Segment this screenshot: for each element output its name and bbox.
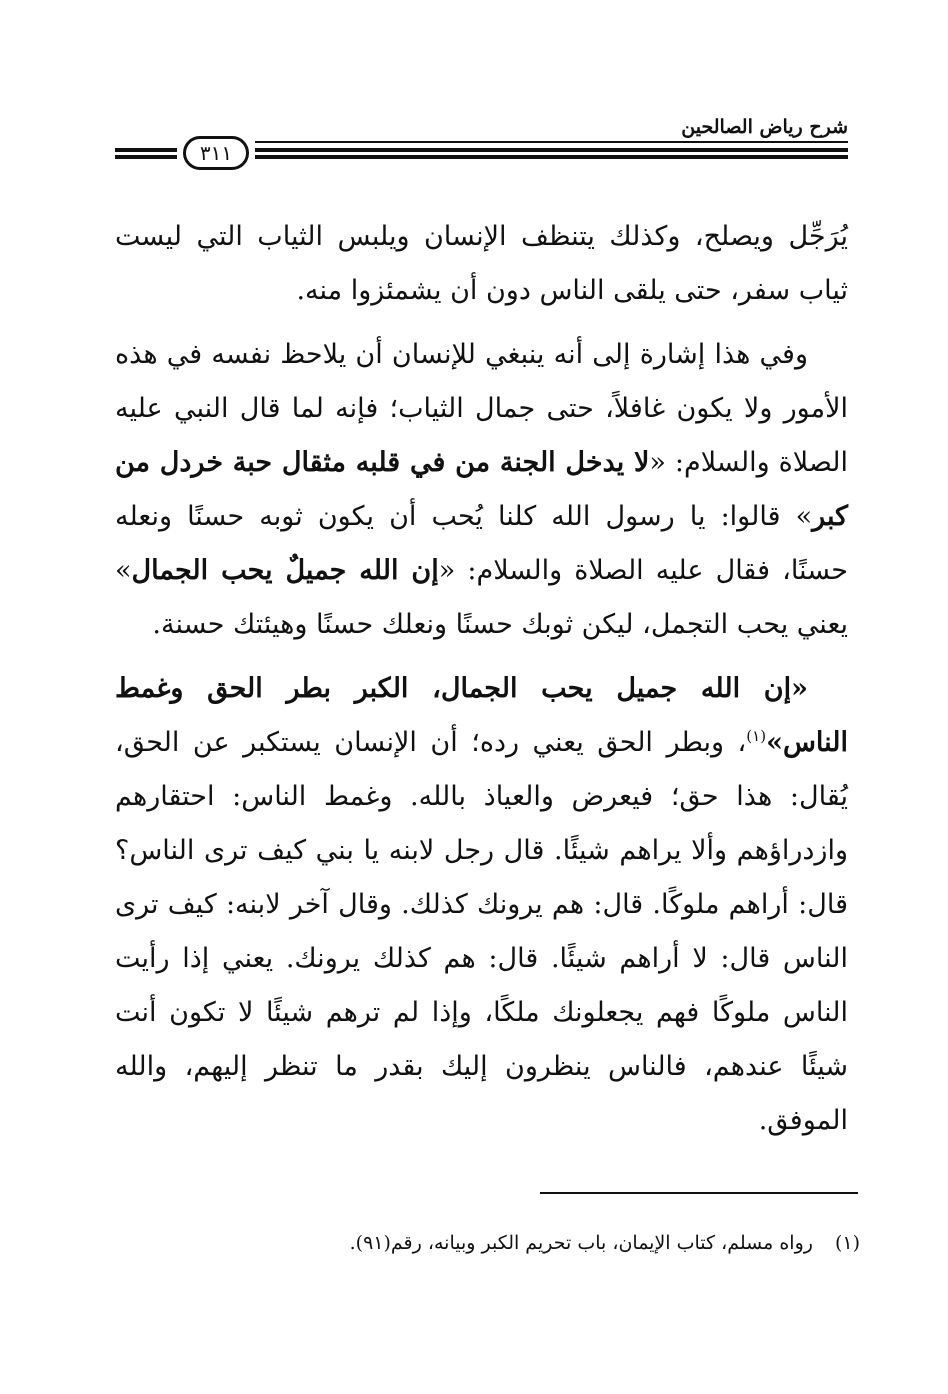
footnote-reference[interactable]: (١) [746, 727, 767, 745]
paragraph-2-text-c: » يعني يحب التجمل، ليكن ثوبك حسنًا ونعلك حسنًا وهيئتك حسنة. [115, 555, 848, 640]
footnote-divider [540, 1192, 858, 1194]
footnote-marker: (١) [834, 1232, 860, 1254]
page-header [115, 108, 848, 178]
footnote-text: رواه مسلم، كتاب الإيمان، باب تحريم الكبر وبيانه، رقم(٩١). [349, 1232, 813, 1254]
header-rule-thin [255, 141, 848, 143]
footnote [200, 1232, 860, 1254]
paragraph-2-text-b: » قالوا: يا رسول الله كلنا يُحب أن يكون ثوبه حسنًا ونعله حسنًا، فقال عليه الصلاة والسلام: « [115, 501, 848, 586]
hadith-quote-1: لا يدخل الجنة من في قلبه مثقال حبة خردل من كبر [115, 447, 848, 532]
body-text [115, 210, 848, 1148]
paragraph-2 [115, 328, 848, 652]
paragraph-3-text: ، وبطر الحق يعني رده؛ أن الإنسان يستكبر عن الحق، يُقال: هذا حق؛ فيعرض والعياذ بالله. وغمط الناس: احتقارهم وازدراؤهم وألا يراهم شيئًا. قال رجل لابنه يا بني كيف ترى الناس؟ قال: أراهم ملوكًا. قال: هم يرونك كذلك. وقال آخر لابنه: كيف ترى الناس قال: لا أراهم شيئًا. قال: هم كذلك يرونك. يعني إذا رأيت الناس ملوكًا فهم يجعلونك ملكًا، وإذا لم ترهم شيئًا لا تكون أنت شيئًا عندهم، فالناس ينظرون إليك بقدر ما تنظر إليهم، والله الموفق. [115, 727, 848, 1136]
book-title: شرح رياض الصالحين [681, 116, 848, 138]
paragraph-3 [115, 662, 848, 1148]
paragraph-1 [115, 210, 848, 318]
header-rule-right-2 [255, 155, 848, 159]
header-rule-left-2 [115, 155, 177, 159]
header-rule-right-1 [255, 148, 848, 152]
page-number: ٣١١ [183, 136, 249, 170]
hadith-quote-2: إن الله جميلٌ يحب الجمال [131, 555, 439, 586]
hadith-quote-3: «إن الله جميل يحب الجمال، الكبر بطر الحق وغمط الناس» [115, 673, 848, 758]
header-rule-left-1 [115, 148, 177, 152]
paragraph-1-text: يُرَجِّل ويصلح، وكذلك يتنظف الإنسان ويلبس الثياب التي ليست ثياب سفر، حتى يلقى الناس دون أن يشمئزوا منه. [115, 221, 848, 306]
paragraph-2-text-a: وفي هذا إشارة إلى أنه ينبغي للإنسان أن يلاحظ نفسه في هذه الأمور ولا يكون غافلاً، حتى جمال الثياب؛ فإنه لما قال النبي عليه الصلاة والسلام: « [115, 339, 849, 478]
